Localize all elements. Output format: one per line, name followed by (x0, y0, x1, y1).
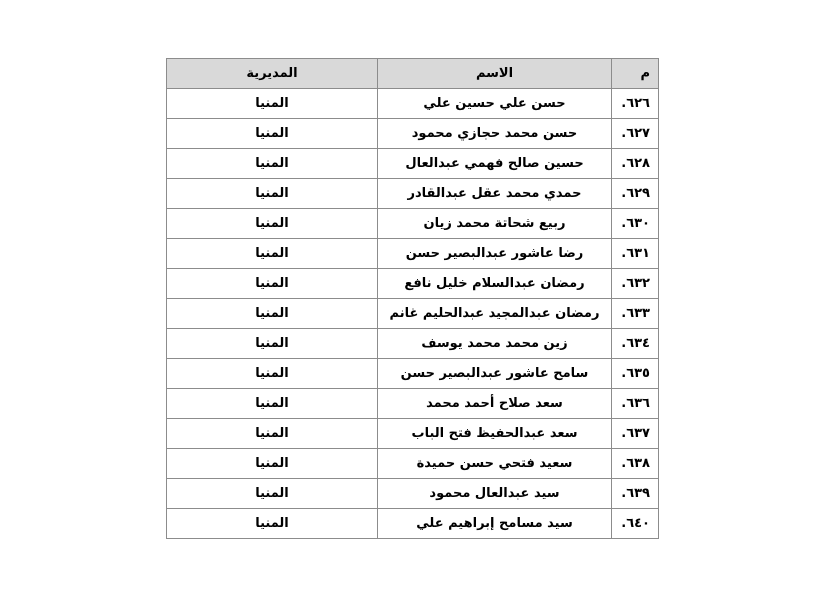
row-directorate-cell: المنيا (167, 89, 378, 119)
row-name-cell: رمضان عبدالسلام خليل نافع (378, 269, 612, 299)
row-name-cell: سيد عبدالعال محمود (378, 479, 612, 509)
row-number-cell: ٦٣١. (612, 239, 659, 269)
row-name-cell: سعيد فتحي حسن حميدة (378, 449, 612, 479)
row-name-cell: حسن محمد حجازي محمود (378, 119, 612, 149)
row-number-cell: ٦٣٥. (612, 359, 659, 389)
table-body (167, 89, 659, 539)
row-number-cell: ٦٣٩. (612, 479, 659, 509)
table-row (167, 179, 659, 209)
table-row (167, 419, 659, 449)
row-directorate-cell: المنيا (167, 479, 378, 509)
names-table-container (166, 58, 658, 539)
row-number-cell: ٦٤٠. (612, 509, 659, 539)
row-directorate-cell: المنيا (167, 239, 378, 269)
row-number-cell: ٦٢٧. (612, 119, 659, 149)
column-header-number: م (612, 59, 659, 89)
row-name-cell: سيد مسامح إبراهيم علي (378, 509, 612, 539)
row-directorate-cell: المنيا (167, 269, 378, 299)
table-row (167, 89, 659, 119)
row-name-cell: رمضان عبدالمجيد عبدالحليم غانم (378, 299, 612, 329)
column-header-directorate: المديرية (167, 59, 378, 89)
row-directorate-cell: المنيا (167, 449, 378, 479)
table-row (167, 509, 659, 539)
row-number-cell: ٦٣٠. (612, 209, 659, 239)
table-row (167, 449, 659, 479)
row-name-cell: حسن علي حسين علي (378, 89, 612, 119)
row-number-cell: ٦٣٧. (612, 419, 659, 449)
row-name-cell: حسين صالح فهمي عبدالعال (378, 149, 612, 179)
row-name-cell: سعد صلاح أحمد محمد (378, 389, 612, 419)
table-row (167, 479, 659, 509)
table-row (167, 119, 659, 149)
row-directorate-cell: المنيا (167, 419, 378, 449)
row-directorate-cell: المنيا (167, 359, 378, 389)
table-row (167, 329, 659, 359)
table-row (167, 359, 659, 389)
row-directorate-cell: المنيا (167, 329, 378, 359)
row-name-cell: زين محمد محمد يوسف (378, 329, 612, 359)
row-number-cell: ٦٣٢. (612, 269, 659, 299)
row-name-cell: حمدي محمد عقل عبدالقادر (378, 179, 612, 209)
names-table (166, 58, 659, 539)
table-row (167, 299, 659, 329)
table-row (167, 269, 659, 299)
row-number-cell: ٦٢٦. (612, 89, 659, 119)
row-directorate-cell: المنيا (167, 389, 378, 419)
table-row (167, 209, 659, 239)
row-name-cell: سعد عبدالحفيظ فتح الباب (378, 419, 612, 449)
row-name-cell: سامح عاشور عبدالبصير حسن (378, 359, 612, 389)
row-number-cell: ٦٢٩. (612, 179, 659, 209)
row-directorate-cell: المنيا (167, 119, 378, 149)
row-number-cell: ٦٣٣. (612, 299, 659, 329)
row-directorate-cell: المنيا (167, 299, 378, 329)
column-header-name: الاسم (378, 59, 612, 89)
row-number-cell: ٦٣٨. (612, 449, 659, 479)
row-name-cell: رضا عاشور عبدالبصير حسن (378, 239, 612, 269)
table-row (167, 149, 659, 179)
row-directorate-cell: المنيا (167, 149, 378, 179)
table-row (167, 389, 659, 419)
row-name-cell: ربيع شحاتة محمد زيان (378, 209, 612, 239)
table-row (167, 239, 659, 269)
row-number-cell: ٦٣٤. (612, 329, 659, 359)
row-number-cell: ٦٣٦. (612, 389, 659, 419)
table-header-row (167, 59, 659, 89)
row-directorate-cell: المنيا (167, 179, 378, 209)
row-directorate-cell: المنيا (167, 509, 378, 539)
row-directorate-cell: المنيا (167, 209, 378, 239)
row-number-cell: ٦٢٨. (612, 149, 659, 179)
